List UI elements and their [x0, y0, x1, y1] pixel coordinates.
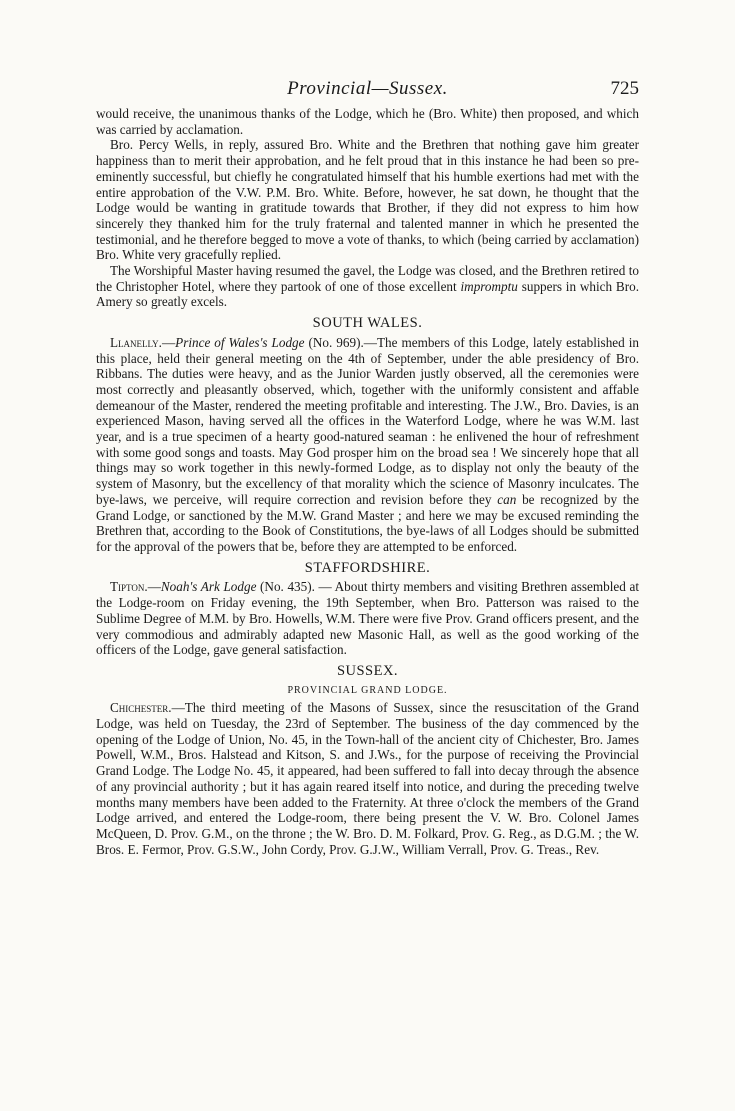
paragraph-chichester — [96, 700, 639, 857]
lodge-name: Noah's Ark Lodge — [160, 579, 257, 595]
lodge-name: Prince of Wales's Lodge — [175, 334, 305, 350]
running-title: Provincial—Sussex. — [287, 78, 448, 99]
section-heading-sussex: SUSSEX. — [336, 662, 399, 679]
paragraph-percy-wells: Bro. Percy Wells, in reply, assured Bro. White and the Brethren that nothing gave him greater happiness than to merit their approbation, and he felt proud that in this instance he had been so pre-eminently successful, but chiefly he congratulated himself that his humble exertions had met with the entire approbation of the V.W. P.M. Bro. White. Before, however, he sat down, he thought that the Lodge would be wanting in gratitude towards that Brother, if they did not express to him how sincerely they thanked him for the truly fraternal and talented manner in which he presented the testimonial, and he therefore begged to move a vote of thanks, to which (being carried by acclamation) Bro. White very gracefully replied. — [96, 137, 639, 263]
paragraph-worshipful-master — [96, 263, 639, 310]
text-segment: The Worshipful Master having resumed the gavel, the Lodge was closed, and the Brethren retired to the Christopher Hotel, where they partook of one of those excellent — [96, 263, 639, 294]
paragraph-continued: would receive, the unanimous thanks of the Lodge, which he (Bro. White) then proposed, and which was carried by acclamation. — [96, 106, 639, 137]
article-body — [96, 106, 639, 857]
text-segment: (No. 969).—The members of this Lodge, lately established in this place, held their general meeting on the 4th of September, under the able presidency of Bro. Ribbans. The duties were heavy, and as the Junior Warden justly observed, all the ceremonies were most correctly and pleasantly observed, which, together with the uniformly consistent and affable demeanour of the Master, rendered the meeting profitable and interesting. The J.W., Bro. Davies, is an experienced Mason, having served all the offices in the Waterford Lodge, where he was W.M. last year, and is a true specimen of a hearty good-natured seaman : he enlivened the hour of refreshment with some good songs and toasts. May God prosper him on the broad sea ! We sincerely hope that all things may so work together in this newly-formed Lodge, as to display not only the beauty of the system of Masonry, but the excellency of that morality which the science of Masonry inculcates. The bye-laws, we perceive, will require correction and revision before they — [96, 334, 639, 507]
dash: — — [147, 579, 161, 595]
place-name: Chichester. — [110, 700, 172, 716]
text-segment: be recognized by the Grand Lodge, or sanctioned by the M.W. Grand Master ; and here we may be excused reminding the Brethren that, according to the Book of Constitutions, the bye-laws of all Lodges should be submitted for the approval of the powers that be, before they are attempted to be enforced. — [96, 491, 640, 554]
paragraph-tipton — [96, 579, 639, 658]
place-name: Tipton. — [110, 579, 148, 595]
text-segment: —The third meeting of the Masons of Sussex, since the resuscitation of the Grand Lodge, was held on Tuesday, the 23rd of September. The business of the day commenced by the opening of the Lodge of Union, No. 45, in the Town-hall of the ancient city of Chichester, Bro. James Powell, W.M., Bros. Halstead and Kitson, S. and J.Ws., for the purpose of receiving the Provincial Grand Lodge. The Lodge No. 45, it appeared, had been suffered to fall into decay through the absence of any provincial authority ; but it has again reared itself into notice, and during the preceding twelve months many members have been added to the Fraternity. At three o'clock the members of the Grand Lodge arrived, and entered the Lodge-room, there being present the V. W. Bro. Colonel James McQueen, D. Prov. G.M., on the throne ; the W. Bro. D. M. Folkard, Prov. G. Reg., as D.G.M. ; the W. Bros. E. Fermor, Prov. G.S.W., John Cordy, Prov. G.J.W., William Verrall, Prov. G. Treas., Rev. — [96, 700, 639, 857]
paragraph-llanelly — [96, 335, 639, 555]
running-head — [96, 74, 639, 104]
text-segment: suppers in which Bro. Amery so greatly excels. — [96, 278, 639, 310]
section-heading-staffordshire: STAFFORDSHIRE. — [304, 559, 431, 576]
italic-word: can — [497, 491, 517, 507]
dash: — — [161, 334, 176, 350]
italic-word: impromptu — [460, 278, 518, 294]
page-number: 725 — [610, 78, 639, 99]
text-segment: (No. 435). — About thirty members and visiting Brethren assembled at the Lodge-room on Friday evening, the 19th September, when Bro. Patterson was raised to the Sublime Degree of M.M. by Bro. Howells, W.M. There were five Prov. Grand officers present, and the very commodious and admirably adapted new Masonic Hall, as well as the good working of the officers of the Lodge, gave general satisfaction. — [96, 579, 639, 658]
section-heading-south-wales: SOUTH WALES. — [312, 315, 423, 332]
subheading-provincial-grand-lodge: PROVINCIAL GRAND LODGE. — [287, 684, 448, 696]
place-name: Llanelly. — [110, 334, 162, 350]
